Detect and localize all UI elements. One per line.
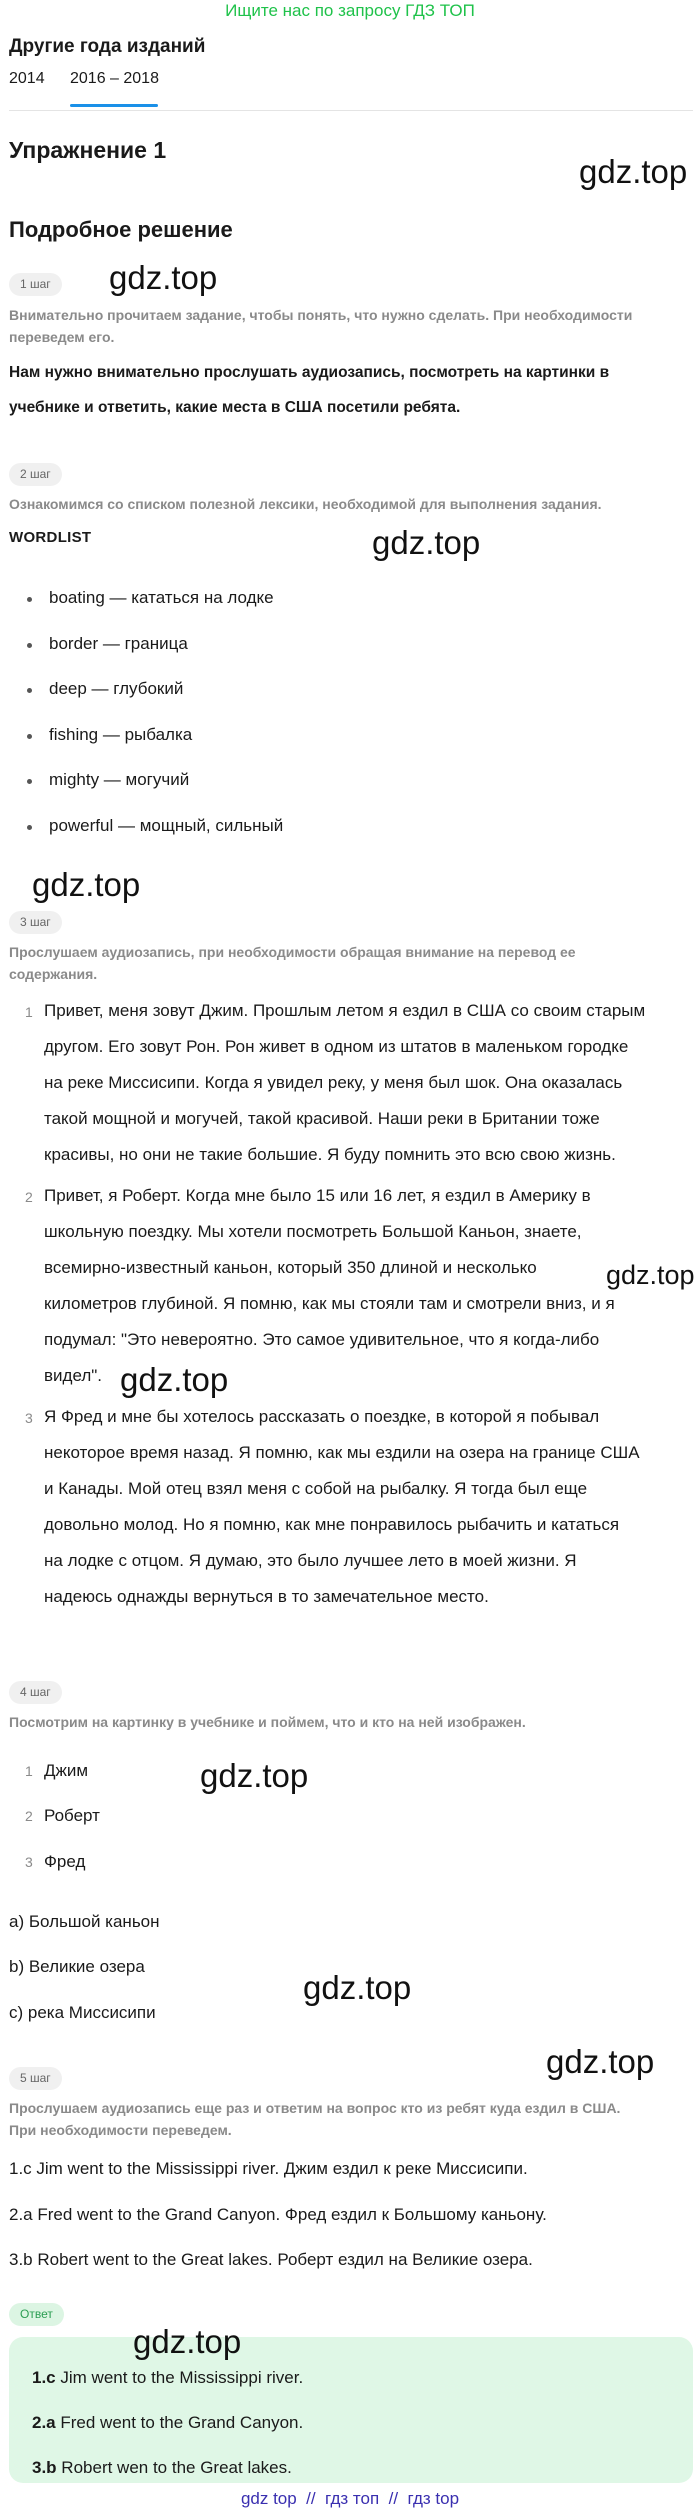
step1-instruction-line: Внимательно прочитаем задание, чтобы понять, что нужно сделать. При необходимости: [9, 307, 633, 323]
wordlist-item: deep — глубокий: [49, 679, 184, 698]
paragraph-line: некоторое время назад. Я помню, как мы ездили на озера на границе США: [44, 1443, 640, 1462]
wordlist-title: WORDLIST: [9, 529, 92, 546]
step1-task-line: Нам нужно внимательно прослушать аудиозапись, посмотреть на картинки в: [9, 364, 610, 381]
step-badge-1: 1 шаг: [9, 273, 62, 296]
bullet-icon: [27, 643, 32, 648]
active-tab-indicator: [70, 104, 158, 107]
bullet-icon: [27, 825, 32, 830]
paragraph-line: подумал: "Это невероятно. Это самое удивительное, что я когда-либо: [44, 1330, 600, 1349]
place-item: a) Большой каньон: [9, 1912, 160, 1931]
watermark: gdz.top: [372, 524, 481, 561]
wordlist-item: fishing — рыбалка: [49, 725, 193, 744]
watermark: gdz.top: [133, 2323, 242, 2360]
footer-links[interactable]: gdz top // гдз топ // гдз top: [240, 2489, 460, 2508]
paragraph-line: школьную поездку. Мы хотели посмотреть Большой Каньон, знаете,: [44, 1222, 582, 1241]
paragraph-line: другом. Его зовут Рон. Рон живет в одном из штатов в маленьком городке: [44, 1037, 629, 1056]
step-badge-4: 4 шаг: [9, 1681, 62, 1704]
paragraph-line: Я Фред и мне бы хотелось рассказать о поездке, в которой я побывал: [44, 1407, 600, 1426]
bullet-icon: [27, 734, 32, 739]
answer-item: [32, 2413, 303, 2433]
answer-text: Robert wen to the Great lakes.: [61, 2458, 292, 2477]
search-banner: Ищите нас по запросу ГДЗ ТОП: [225, 1, 475, 20]
bullet-icon: [27, 779, 32, 784]
paragraph-line: километров глубиной. Я помню, как мы стояли там и смотрели вниз, и я: [44, 1294, 615, 1313]
step5-answer-line: 1.c Jim went to the Mississippi river. Джим ездил к реке Миссисипи.: [9, 2159, 528, 2178]
person-name: Фред: [44, 1852, 86, 1871]
paragraph-line: видел".: [44, 1366, 103, 1385]
other-years-title: Другие года изданий: [9, 36, 206, 57]
step3-instruction-line: содержания.: [9, 966, 98, 982]
watermark: gdz.top: [200, 1757, 309, 1794]
solution-title: Подробное решение: [9, 217, 233, 242]
place-item: b) Великие озера: [9, 1957, 145, 1976]
person-number: 3: [25, 1854, 33, 1870]
paragraph-number: 1: [25, 1004, 33, 1020]
divider: [9, 110, 693, 111]
step-badge-2: 2 шаг: [9, 463, 62, 486]
step5-answer-line: 3.b Robert went to the Great lakes. Роберт ездил на Великие озера.: [9, 2250, 533, 2269]
paragraph-line: такой мощной и могучей, такой красивой. Наши реки в Британии тоже: [44, 1109, 600, 1128]
paragraph-line: красивы, но они не такие большие. Я буду помнить это всю свою жизнь.: [44, 1145, 616, 1164]
answer-text: Fred went to the Grand Canyon.: [60, 2413, 304, 2432]
watermark: gdz.top: [303, 1969, 412, 2006]
watermark: gdz.top: [32, 866, 141, 903]
paragraph-line: и Канады. Мой отец взял меня с собой на рыбалку. Я тогда был еще: [44, 1479, 588, 1498]
step-badge-3: 3 шаг: [9, 911, 62, 934]
wordlist-item: boating — кататься на лодке: [49, 588, 274, 607]
wordlist-item: mighty — могучий: [49, 770, 190, 789]
tab-year-2014[interactable]: 2014: [9, 70, 45, 87]
answer-text: Jim went to the Mississippi river.: [60, 2368, 304, 2387]
exercise-title: Упражнение 1: [9, 137, 167, 163]
answer-key: 1.c: [32, 2368, 56, 2387]
watermark: gdz.top: [579, 153, 688, 190]
person-number: 2: [25, 1808, 33, 1824]
watermark: gdz.top: [546, 2043, 655, 2080]
paragraph-number: 3: [25, 1410, 33, 1426]
watermark: gdz.top: [606, 1260, 695, 1290]
paragraph-line: всемирно-известный каньон, который 350 длиной и несколько: [44, 1258, 537, 1277]
step5-instruction-line: Прослушаем аудиозапись еще раз и ответим на вопрос кто из ребят куда ездил в США.: [9, 2100, 621, 2116]
person-name: Роберт: [44, 1806, 100, 1825]
paragraph-line: Привет, я Роберт. Когда мне было 15 или 16 лет, я ездил в Америку в: [44, 1186, 591, 1205]
person-number: 1: [25, 1763, 33, 1779]
answer-item: [32, 2368, 303, 2388]
step4-instruction: Посмотрим на картинку в учебнике и поймем, что и кто на ней изображен.: [9, 1714, 526, 1730]
step5-answer-line: 2.a Fred went to the Grand Canyon. Фред ездил к Большому каньону.: [9, 2205, 547, 2224]
wordlist-item: powerful — мощный, сильный: [49, 816, 284, 835]
answer-key: 3.b: [32, 2458, 57, 2477]
paragraph-line: довольно молод. Но я помню, как мне понравилось рыбачить и кататься: [44, 1515, 620, 1534]
step1-task-line: учебнике и ответить, какие места в США посетили ребята.: [9, 399, 461, 416]
paragraph-line: на лодке с отцом. Я думаю, это было лучшее лето в моей жизни. Я: [44, 1551, 577, 1570]
step-badge-5: 5 шаг: [9, 2067, 62, 2090]
person-name: Джим: [44, 1761, 89, 1780]
step1-instruction-line: переведем его.: [9, 329, 115, 345]
step2-instruction: Ознакомимся со списком полезной лексики, необходимой для выполнения задания.: [9, 496, 602, 512]
step5-instruction-line: При необходимости переведем.: [9, 2122, 232, 2138]
paragraph-line: надеюсь однажды вернуться в то замечательное место.: [44, 1587, 489, 1606]
paragraph-line: Привет, меня зовут Джим. Прошлым летом я ездил в США со своим старым: [44, 1001, 646, 1020]
step3-instruction-line: Прослушаем аудиозапись, при необходимости обращая внимание на перевод ее: [9, 944, 576, 960]
bullet-icon: [27, 597, 32, 602]
watermark: gdz.top: [120, 1361, 229, 1398]
place-item: c) река Миссисипи: [9, 2003, 156, 2022]
tab-year-2016-2018[interactable]: 2016 – 2018: [70, 70, 159, 87]
answer-item: [32, 2458, 292, 2478]
wordlist-item: border — граница: [49, 634, 188, 653]
bullet-icon: [27, 688, 32, 693]
answer-key: 2.a: [32, 2413, 56, 2432]
answer-badge: Ответ: [9, 2303, 64, 2326]
paragraph-number: 2: [25, 1189, 33, 1205]
paragraph-line: на реке Миссисипи. Когда я увидел реку, у меня был шок. Она оказалась: [44, 1073, 623, 1092]
watermark: gdz.top: [109, 259, 218, 296]
